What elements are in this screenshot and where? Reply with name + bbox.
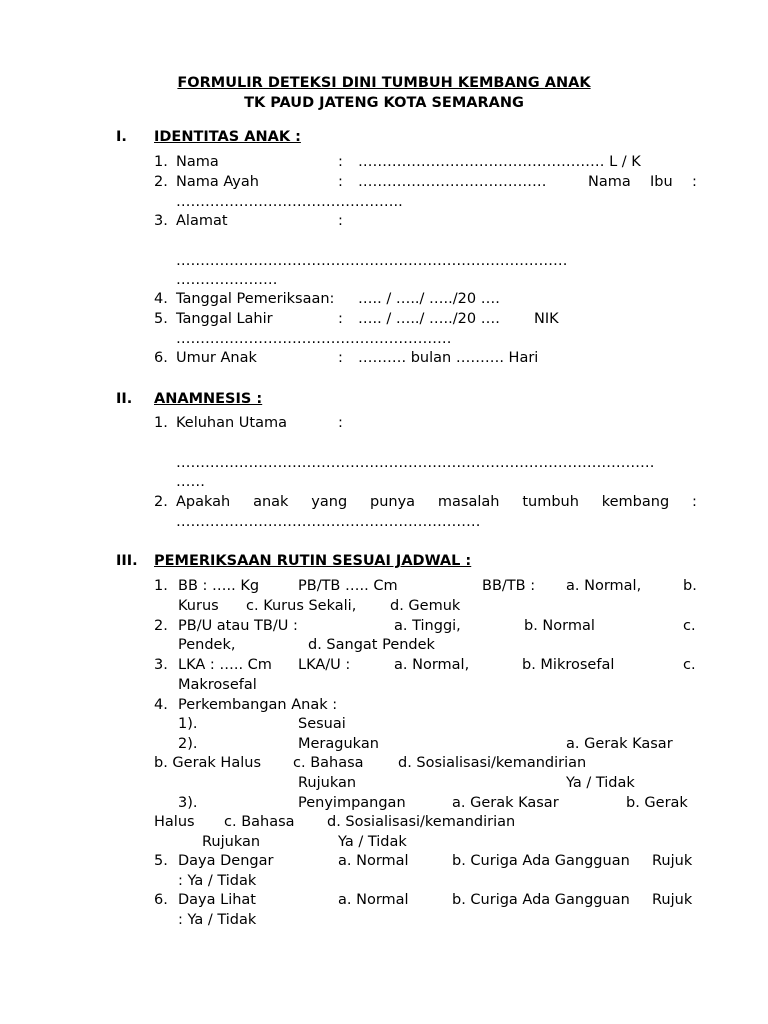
word: punya [370, 494, 416, 510]
colon: : [338, 311, 343, 327]
option-normal[interactable]: a. Normal [338, 892, 409, 908]
label-daya-dengar: Daya Dengar [178, 853, 274, 869]
option-tinggi[interactable]: a. Tinggi, [394, 618, 461, 634]
option-gemuk[interactable]: d. Gemuk [390, 598, 461, 614]
field-nik[interactable]: ………………………………………………… [176, 331, 452, 347]
item-number: 4. [154, 697, 168, 713]
form-subtitle: TK PAUD JATENG KOTA SEMARANG [244, 95, 524, 111]
option-normal[interactable]: a. Normal, [394, 657, 470, 673]
option-bahasa[interactable]: c. Bahasa [293, 755, 364, 771]
option-curiga-gangguan[interactable]: b. Curiga Ada Gangguan [452, 892, 630, 908]
label-bb-tb: BB/TB : [482, 578, 536, 594]
label-tanggal-lahir: Tanggal Lahir [176, 311, 273, 327]
field-pb-tb[interactable]: PB/TB ….. Cm [298, 578, 398, 594]
item-number: 3. [154, 657, 168, 673]
section-1-number: I. [116, 129, 127, 145]
label-nama: Nama [176, 154, 219, 170]
option-makrosefal[interactable]: Makrosefal [178, 677, 257, 693]
item-number: 5. [154, 853, 168, 869]
label-alamat: Alamat [176, 213, 228, 229]
section-1-heading: IDENTITAS ANAK : [154, 129, 301, 145]
colon: : [338, 415, 343, 431]
sub-number: 3). [178, 795, 198, 811]
label-rujukan: Rujukan [202, 834, 261, 850]
label-daya-lihat: Daya Lihat [178, 892, 256, 908]
field-nama-ibu[interactable]: ……………………………………….. [176, 194, 403, 210]
option-rujukan-ya-tidak[interactable]: Ya / Tidak [566, 775, 635, 791]
option-c-marker[interactable]: c. [683, 618, 696, 634]
option-bahasa[interactable]: c. Bahasa [224, 814, 295, 830]
label-rujukan: Rujukan [298, 775, 357, 791]
option-pendek[interactable]: Pendek, [178, 637, 236, 653]
option-gerak-kasar[interactable]: a. Gerak Kasar [452, 795, 559, 811]
label-perkembangan-anak: Perkembangan Anak : [178, 697, 338, 713]
item-number: 6. [154, 350, 168, 366]
option-rujuk-ya-tidak[interactable]: : Ya / Tidak [178, 912, 257, 928]
word: anak [253, 494, 289, 510]
field-keluhan-utama[interactable]: ……………………………………………………………………………………… [176, 455, 655, 471]
option-normal[interactable]: a. Normal, [566, 578, 642, 594]
field-nama[interactable]: …………………………………………… L / K [358, 154, 641, 170]
section-2-number: II. [116, 391, 133, 407]
item-number: 1. [154, 578, 168, 594]
item-number: 4. [154, 291, 168, 307]
option-gerak-halus-1[interactable]: b. Gerak [626, 795, 688, 811]
option-normal[interactable]: b. Normal [524, 618, 595, 634]
item-number: 2. [154, 174, 168, 190]
option-sesuai[interactable]: Sesuai [298, 716, 346, 732]
word: Apakah [176, 494, 231, 510]
option-rujuk-ya-tidak[interactable]: : Ya / Tidak [178, 873, 257, 889]
word: tumbuh [522, 494, 579, 510]
option-rujukan-ya-tidak[interactable]: Ya / Tidak [338, 834, 407, 850]
label-nama-ayah: Nama Ayah [176, 174, 259, 190]
option-b-marker[interactable]: b. [683, 578, 697, 594]
colon: : [692, 174, 697, 190]
field-alamat-cont[interactable]: ………………… [176, 272, 278, 288]
question-masalah-tumbuh-kembang [176, 493, 697, 513]
option-gerak-kasar[interactable]: a. Gerak Kasar [566, 736, 673, 752]
section-3-number: III. [116, 553, 138, 569]
label-tanggal-pemeriksaan: Tanggal Pemeriksaan: [176, 291, 335, 307]
label-nama-ibu-1: Nama [588, 174, 631, 190]
option-kurus-sekali[interactable]: c. Kurus Sekali, [246, 598, 357, 614]
field-masalah[interactable]: ……………………………………………………… [176, 514, 481, 530]
label-pbu-tbu: PB/U atau TB/U : [178, 618, 298, 634]
item-number: 2. [154, 494, 168, 510]
option-mikrosefal[interactable]: b. Mikrosefal [522, 657, 615, 673]
label-keluhan-utama: Keluhan Utama [176, 415, 287, 431]
field-nama-ayah[interactable]: ………………………………… [358, 174, 547, 190]
option-curiga-gangguan[interactable]: b. Curiga Ada Gangguan [452, 853, 630, 869]
option-sosialisasi[interactable]: d. Sosialisasi/kemandirian [398, 755, 587, 771]
item-number: 1. [154, 415, 168, 431]
label-nik: NIK [534, 311, 559, 327]
field-lka[interactable]: LKA : ….. Cm [178, 657, 272, 673]
option-c-marker[interactable]: c. [683, 657, 696, 673]
sub-number: 2). [178, 736, 198, 752]
form-title: FORMULIR DETEKSI DINI TUMBUH KEMBANG ANAK [177, 75, 591, 91]
item-number: 2. [154, 618, 168, 634]
option-penyimpangan[interactable]: Penyimpangan [298, 795, 406, 811]
field-bb[interactable]: BB : ….. Kg [178, 578, 260, 594]
item-number: 5. [154, 311, 168, 327]
option-sosialisasi[interactable]: d. Sosialisasi/kemandirian [327, 814, 516, 830]
field-tanggal-pemeriksaan[interactable]: ….. / …../ …../20 …. [358, 291, 500, 307]
label-lka-u: LKA/U : [298, 657, 351, 673]
section-3-heading: PEMERIKSAAN RUTIN SESUAI JADWAL : [154, 553, 472, 569]
label-umur-anak: Umur Anak [176, 350, 257, 366]
field-umur-anak[interactable]: ………. bulan ………. Hari [358, 350, 539, 366]
option-sangat-pendek[interactable]: d. Sangat Pendek [308, 637, 435, 653]
option-gerak-halus[interactable]: b. Gerak Halus [154, 755, 261, 771]
colon: : [338, 350, 343, 366]
colon: : [338, 154, 343, 170]
option-gerak-halus-2[interactable]: Halus [154, 814, 195, 830]
option-kurus[interactable]: Kurus [178, 598, 219, 614]
word: yang [311, 494, 348, 510]
sub-number: 1). [178, 716, 198, 732]
word: kembang [601, 494, 670, 510]
field-keluhan-utama-cont[interactable]: …… [176, 474, 205, 490]
item-number: 3. [154, 213, 168, 229]
label-rujuk: Rujuk [652, 892, 693, 908]
field-alamat[interactable]: ……………………………………………………………………… [176, 253, 568, 269]
option-normal[interactable]: a. Normal [338, 853, 409, 869]
option-meragukan[interactable]: Meragukan [298, 736, 379, 752]
colon: : [338, 174, 343, 190]
colon: : [338, 213, 343, 229]
item-number: 6. [154, 892, 168, 908]
section-2-heading: ANAMNESIS : [154, 391, 263, 407]
label-nama-ibu-2: Ibu [650, 174, 673, 190]
item-number: 1. [154, 154, 168, 170]
field-tanggal-lahir[interactable]: ….. / …../ …../20 …. [358, 311, 500, 327]
label-rujuk: Rujuk [652, 853, 693, 869]
word: masalah [437, 494, 500, 510]
word: : [692, 494, 697, 510]
